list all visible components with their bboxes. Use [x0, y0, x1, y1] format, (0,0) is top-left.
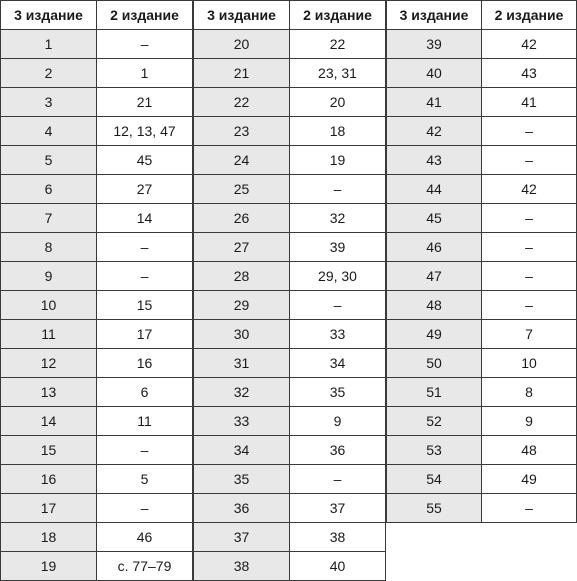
table-row — [387, 349, 577, 378]
third-edition-number: 42 — [387, 117, 482, 146]
second-edition-number: 8 — [482, 378, 577, 407]
second-edition-number: – — [482, 262, 577, 291]
header-row — [387, 1, 577, 30]
table-row — [387, 204, 577, 233]
table-row — [387, 465, 577, 494]
third-edition-number: 51 — [387, 378, 482, 407]
table-row — [387, 378, 577, 407]
third-edition-number: 5 — [1, 146, 97, 175]
second-edition-number: 21 — [97, 88, 193, 117]
table-row — [387, 262, 577, 291]
table-row — [194, 262, 386, 291]
table-block-2 — [193, 0, 386, 581]
third-edition-number: 36 — [194, 494, 290, 523]
third-edition-number: 38 — [194, 552, 290, 581]
third-edition-number: 25 — [194, 175, 290, 204]
second-edition-number: 20 — [290, 88, 386, 117]
table-row — [1, 30, 193, 59]
third-edition-number: 34 — [194, 436, 290, 465]
second-edition-number: 35 — [290, 378, 386, 407]
table-row — [194, 552, 386, 581]
third-edition-number: 49 — [387, 320, 482, 349]
third-edition-number: 21 — [194, 59, 290, 88]
third-edition-number: 6 — [1, 175, 97, 204]
second-edition-number: 9 — [290, 407, 386, 436]
second-edition-number: 32 — [290, 204, 386, 233]
second-edition-number: 6 — [97, 378, 193, 407]
header-row — [194, 1, 386, 30]
table-row — [387, 175, 577, 204]
third-edition-number: 26 — [194, 204, 290, 233]
table-row — [1, 146, 193, 175]
second-edition-number: 42 — [482, 175, 577, 204]
table-row — [194, 378, 386, 407]
third-edition-number: 55 — [387, 494, 482, 523]
third-edition-number: 12 — [1, 349, 97, 378]
third-edition-number: 22 — [194, 88, 290, 117]
third-edition-number: 33 — [194, 407, 290, 436]
table-row — [387, 117, 577, 146]
second-edition-number: 22 — [290, 30, 386, 59]
third-edition-number: 9 — [1, 262, 97, 291]
second-edition-number: 7 — [482, 320, 577, 349]
second-edition-number: 43 — [482, 59, 577, 88]
second-edition-number: – — [290, 291, 386, 320]
third-edition-number: 41 — [387, 88, 482, 117]
table-row — [194, 233, 386, 262]
second-edition-number: – — [97, 30, 193, 59]
third-edition-number: 52 — [387, 407, 482, 436]
second-edition-number: 34 — [290, 349, 386, 378]
table-row — [1, 349, 193, 378]
table-row — [387, 59, 577, 88]
third-edition-number: 14 — [1, 407, 97, 436]
header-third-edition: 3 издание — [387, 1, 482, 30]
third-edition-number: 3 — [1, 88, 97, 117]
third-edition-number: 10 — [1, 291, 97, 320]
third-edition-number: 45 — [387, 204, 482, 233]
header-row — [1, 1, 193, 30]
table-row — [194, 407, 386, 436]
second-edition-number: – — [482, 291, 577, 320]
header-third-edition: 3 издание — [1, 1, 97, 30]
header-second-edition: 2 издание — [290, 1, 386, 30]
table-row — [387, 88, 577, 117]
table-row — [194, 494, 386, 523]
third-edition-number: 40 — [387, 59, 482, 88]
third-edition-number: 19 — [1, 552, 97, 581]
third-edition-number: 35 — [194, 465, 290, 494]
third-edition-number: 27 — [194, 233, 290, 262]
third-edition-number: 47 — [387, 262, 482, 291]
second-edition-number: 37 — [290, 494, 386, 523]
second-edition-number: 40 — [290, 552, 386, 581]
table-row — [194, 523, 386, 552]
second-edition-number: – — [97, 233, 193, 262]
second-edition-number: 39 — [290, 233, 386, 262]
table-row — [1, 59, 193, 88]
second-edition-number: – — [482, 494, 577, 523]
second-edition-number: – — [290, 175, 386, 204]
table-row — [387, 30, 577, 59]
table-row — [194, 436, 386, 465]
second-edition-number: 1 — [97, 59, 193, 88]
third-edition-number: 30 — [194, 320, 290, 349]
table-row — [194, 175, 386, 204]
third-edition-number: 53 — [387, 436, 482, 465]
second-edition-number: – — [482, 117, 577, 146]
second-edition-number: 48 — [482, 436, 577, 465]
second-edition-number: 33 — [290, 320, 386, 349]
table-row — [194, 349, 386, 378]
third-edition-number: 28 — [194, 262, 290, 291]
third-edition-number: 7 — [1, 204, 97, 233]
third-edition-number: 18 — [1, 523, 97, 552]
table-row — [387, 494, 577, 523]
second-edition-number: 16 — [97, 349, 193, 378]
table-row — [1, 494, 193, 523]
third-edition-number: 31 — [194, 349, 290, 378]
second-edition-number: 11 — [97, 407, 193, 436]
second-edition-number: 45 — [97, 146, 193, 175]
table-row — [387, 436, 577, 465]
second-edition-number: – — [482, 146, 577, 175]
second-edition-number: 42 — [482, 30, 577, 59]
second-edition-number: 15 — [97, 291, 193, 320]
third-edition-number: 4 — [1, 117, 97, 146]
table-row — [1, 465, 193, 494]
second-edition-number: 12, 13, 47 — [97, 117, 193, 146]
second-edition-number: – — [290, 465, 386, 494]
table-block-1 — [0, 0, 193, 581]
table-row — [1, 88, 193, 117]
second-edition-number: 14 — [97, 204, 193, 233]
second-edition-number: 18 — [290, 117, 386, 146]
header-second-edition: 2 издание — [97, 1, 193, 30]
third-edition-number: 8 — [1, 233, 97, 262]
table-row — [1, 378, 193, 407]
second-edition-number: 49 — [482, 465, 577, 494]
third-edition-number: 54 — [387, 465, 482, 494]
third-edition-number: 48 — [387, 291, 482, 320]
table-row — [194, 204, 386, 233]
table-row — [194, 291, 386, 320]
third-edition-number: 17 — [1, 494, 97, 523]
third-edition-number: 15 — [1, 436, 97, 465]
second-edition-number: – — [482, 204, 577, 233]
second-edition-number: 9 — [482, 407, 577, 436]
third-edition-number: 50 — [387, 349, 482, 378]
second-edition-number: с. 77–79 — [97, 552, 193, 581]
second-edition-number: 10 — [482, 349, 577, 378]
second-edition-number: – — [97, 494, 193, 523]
table-row — [1, 436, 193, 465]
third-edition-number: 46 — [387, 233, 482, 262]
table-row — [194, 88, 386, 117]
table-row — [194, 146, 386, 175]
second-edition-number: – — [97, 436, 193, 465]
third-edition-number: 24 — [194, 146, 290, 175]
third-edition-number: 43 — [387, 146, 482, 175]
second-edition-number: 41 — [482, 88, 577, 117]
third-edition-number: 13 — [1, 378, 97, 407]
third-edition-number: 44 — [387, 175, 482, 204]
second-edition-number: 17 — [97, 320, 193, 349]
third-edition-number: 16 — [1, 465, 97, 494]
second-edition-number: 29, 30 — [290, 262, 386, 291]
third-edition-number: 11 — [1, 320, 97, 349]
third-edition-number: 1 — [1, 30, 97, 59]
second-edition-number: 46 — [97, 523, 193, 552]
table-row — [194, 59, 386, 88]
table-row — [1, 407, 193, 436]
table-row — [194, 320, 386, 349]
third-edition-number: 2 — [1, 59, 97, 88]
table-row — [1, 523, 193, 552]
third-edition-number: 20 — [194, 30, 290, 59]
table-row — [194, 465, 386, 494]
table-row — [1, 233, 193, 262]
third-edition-number: 23 — [194, 117, 290, 146]
third-edition-number: 39 — [387, 30, 482, 59]
table-row — [1, 204, 193, 233]
table-row — [387, 407, 577, 436]
second-edition-number: 23, 31 — [290, 59, 386, 88]
header-third-edition: 3 издание — [194, 1, 290, 30]
table-row — [1, 117, 193, 146]
table-block-3 — [386, 0, 577, 523]
table-row — [387, 146, 577, 175]
table-row — [1, 175, 193, 204]
table-row — [1, 262, 193, 291]
table-row — [1, 552, 193, 581]
third-edition-number: 37 — [194, 523, 290, 552]
second-edition-number: 27 — [97, 175, 193, 204]
table-row — [1, 291, 193, 320]
second-edition-number: – — [97, 262, 193, 291]
table-row — [387, 291, 577, 320]
third-edition-number: 32 — [194, 378, 290, 407]
table-row — [387, 233, 577, 262]
second-edition-number: 5 — [97, 465, 193, 494]
table-row — [1, 320, 193, 349]
table-row — [194, 117, 386, 146]
second-edition-number: 36 — [290, 436, 386, 465]
header-second-edition: 2 издание — [482, 1, 577, 30]
third-edition-number: 29 — [194, 291, 290, 320]
table-row — [194, 30, 386, 59]
table-row — [387, 320, 577, 349]
second-edition-number: 38 — [290, 523, 386, 552]
second-edition-number: 19 — [290, 146, 386, 175]
second-edition-number: – — [482, 233, 577, 262]
